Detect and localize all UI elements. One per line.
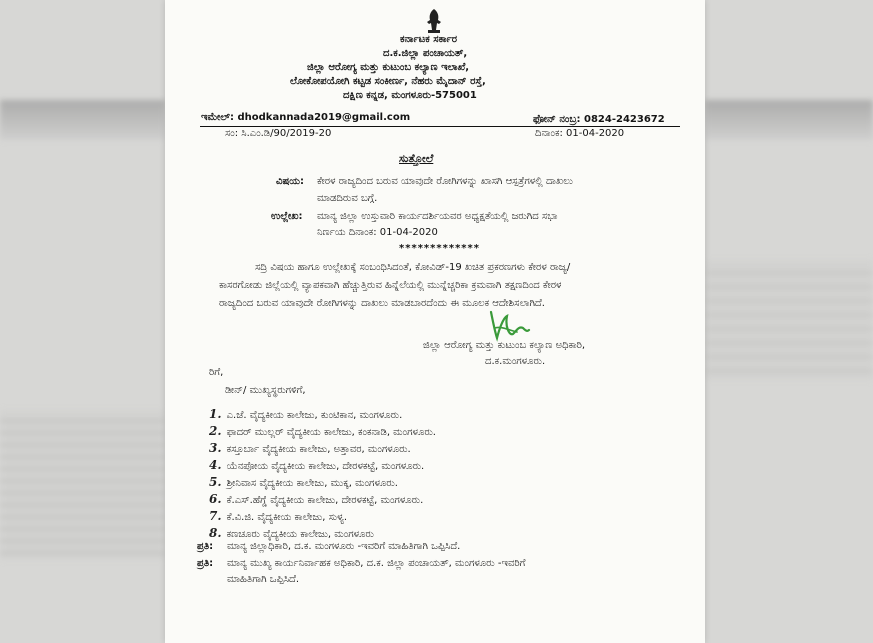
recipient-to: ರಿಗೆ, (209, 367, 224, 378)
reference-text-2: ನಿರ್ಣಯ ದಿನಾಂಕ: 01-04-2020 (317, 227, 438, 238)
item-text: ಫಾದರ್ ಮುಲ್ಲರ್ ವೈದ್ಯಕೀಯ ಕಾಲೇಜು, ಕಂಕನಾಡಿ, ಮಂಗಳೂರು. (226, 427, 436, 438)
body-line-2: ಕಾಸರಗೋಡು ಜಿಲ್ಲೆಯಲ್ಲಿ ವ್ಯಾಪಕವಾಗಿ ಹೆಚ್ಚುತ್ತಿರುವ ಹಿನ್ನೆಲೆಯಲ್ಲಿ ಮುನ್ನೆಚ್ಚರಿಕಾ ಕ್ರಮವಾಗಿ ತಕ್ಷಣದಿಂದ ಕೇರಳ (219, 280, 562, 291)
item-number: 7. (209, 509, 222, 523)
subject-text-2: ಮಾಡದಿರುವ ಬಗ್ಗೆ. (317, 193, 378, 204)
district-pin: ದಕ್ಷಿಣ ಕನ್ನಡ, ಮಂಗಳೂರು-575001 (343, 90, 477, 101)
signatory-designation: ಜಿಲ್ಲಾ ಆರೋಗ್ಯ ಮತ್ತು ಕುಟುಂಬ ಕಲ್ಯಾಣ ಅಧಿಕಾರಿ, (423, 340, 586, 351)
item-number: 8. (209, 526, 222, 540)
right-blur-band (705, 100, 873, 140)
right-blur-band-lower (705, 260, 873, 380)
copy-label-2: ಪ್ರತಿ: (197, 558, 214, 569)
subject-label: ವಿಷಯ: (276, 176, 304, 187)
item-text: ಕೆ.ವಿ.ಜಿ. ವೈದ್ಯಕೀಯ ಕಾಲೇಜು, ಸುಳ್ಯ. (226, 512, 348, 523)
reference-text-1: ಮಾನ್ಯ ಜಿಲ್ಲಾ ಉಸ್ತುವಾರಿ ಕಾರ್ಯದರ್ಶಿಯವರ ಅಧ್ಯಕ್ಷತೆಯಲ್ಲಿ ಜರುಗಿದ ಸಭಾ (317, 211, 558, 222)
item-number: 6. (209, 492, 222, 506)
item-number: 2. (209, 424, 222, 438)
item-number: 1. (209, 407, 222, 421)
reference-label: ಉಲ್ಲೇಖ: (271, 211, 303, 222)
office-address: ಲೋಕೋಪಯೋಗಿ ಕಟ್ಟಡ ಸಂಕೀರ್ಣ, ನೆಹರು ಮೈದಾನ್ ರಸ್ತೆ, (290, 76, 486, 87)
department-name: ಜಿಲ್ಲಾ ಆರೋಗ್ಯ ಮತ್ತು ಕುಟುಂಬ ಕಲ್ಯಾಣ ಇಲಾಖೆ, (307, 62, 470, 73)
issue-date: ದಿನಾಂಕ: 01-04-2020 (535, 128, 625, 139)
recipient-dean: ಡೀನ್/ ಮುಖ್ಯಸ್ಥರುಗಳಿಗೆ, (225, 385, 306, 396)
signatory-place: ದ.ಕ.ಮಂಗಳೂರು. (485, 356, 546, 367)
copy-label-1: ಪ್ರತಿ: (197, 541, 214, 552)
separator: ************* (399, 243, 480, 254)
item-text: ಎ.ಜೆ. ವೈದ್ಯಕೀಯ ಕಾಲೇಜು, ಕುಂಟಿಕಾನ, ಮಂಗಳೂರು. (226, 410, 403, 421)
item-number: 4. (209, 458, 222, 472)
item-text: ಕಸ್ತೂರ್ಬಾ ವೈದ್ಯಕೀಯ ಕಾಲೇಜು, ಅತ್ತಾವರ, ಮಂಗಳೂರು. (226, 444, 411, 455)
item-number: 3. (209, 441, 222, 455)
state-emblem-icon (423, 8, 445, 34)
item-text: ಶ್ರೀನಿವಾಸ ವೈದ್ಯಕೀಯ ಕಾಲೇಜು, ಮುಕ್ಕ, ಮಂಗಳೂರು. (226, 478, 398, 489)
left-blur-band (0, 100, 165, 140)
phone-line: ಫೋನ್ ನಂಬ್ರ: 0824-2423672 (533, 114, 665, 125)
copy-text-1: ಮಾನ್ಯ ಜಿಲ್ಲಾಧಿಕಾರಿ, ದ.ಕ. ಮಂಗಳೂರು -ಇವರಿಗೆ ಮಾಹಿತಿಗಾಗಿ ಒಪ್ಪಿಸಿದೆ. (227, 541, 461, 552)
left-blur-band-lower (0, 410, 165, 560)
header-divider (200, 126, 680, 127)
copy-text-2-cont: ಮಾಹಿತಿಗಾಗಿ ಒಪ್ಪಿಸಿದೆ. (227, 574, 300, 585)
circular-document (165, 0, 705, 643)
item-text: ಯೆನಪೋಯ ವೈದ್ಯಕೀಯ ಕಾಲೇಜು, ದೇರಳಕಟ್ಟೆ, ಮಂಗಳೂರು. (226, 461, 425, 472)
email-line: ಇಮೇಲ್: dhodkannada2019@gmail.com (201, 112, 411, 123)
body-line-1: ಸದ್ರಿ ವಿಷಯ ಹಾಗೂ ಉಲ್ಲೇಖಕ್ಕೆ ಸಂಬಂಧಿಸಿದಂತೆ, ಕೋವಿಡ್-19 ಖಚಿತ ಪ್ರಕರಣಗಳು ಕೇರಳ ರಾಜ್ಯ/ (255, 262, 571, 273)
item-text: ಕಣಚೂರು ವೈದ್ಯಕೀಯ ಕಾಲೇಜು, ಮಂಗಳೂರು (226, 529, 374, 540)
list-item (209, 522, 374, 541)
govt-title: ಕರ್ನಾಟಕ ಸರ್ಕಾರ (400, 34, 458, 45)
item-number: 5. (209, 475, 222, 489)
reference-number: ಸಂ: ಸಿ.ಎಂ.ಡಿ/90/2019-20 (225, 128, 332, 139)
subject-text-1: ಕೇರಳ ರಾಜ್ಯದಿಂದ ಬರುವ ಯಾವುದೇ ರೋಗಿಗಳನ್ನು ಖಾಸಗಿ ಆಸ್ಪತ್ರೆಗಳಲ್ಲಿ ದಾಖಲು (317, 176, 573, 187)
zilla-panchayat: ದ.ಕ.ಜಿಲ್ಲಾ ಪಂಚಾಯತ್, (383, 48, 468, 59)
body-line-3: ರಾಜ್ಯದಿಂದ ಬರುವ ಯಾವುದೇ ರೋಗಿಗಳನ್ನು ದಾಖಲು ಮಾಡಬಾರದೆಂದು ಈ ಮೂಲಕ ಆದೇಶಿಸಲಾಗಿದೆ. (219, 298, 545, 309)
notice-title: ಸುತ್ತೋಲೆ (399, 152, 434, 165)
item-text: ಕೆ.ಎಸ್.ಹೆಗ್ಡೆ ವೈದ್ಯಕೀಯ ಕಾಲೇಜು, ದೇರಳಕಟ್ಟೆ, ಮಂಗಳೂರು. (226, 495, 424, 506)
copy-text-2: ಮಾನ್ಯ ಮುಖ್ಯ ಕಾರ್ಯನಿರ್ವಾಹಕ ಅಧಿಕಾರಿ, ದ.ಕ. ಜಿಲ್ಲಾ ಪಂಚಾಯತ್, ಮಂಗಳೂರು -ಇವರಿಗೆ (227, 558, 526, 569)
